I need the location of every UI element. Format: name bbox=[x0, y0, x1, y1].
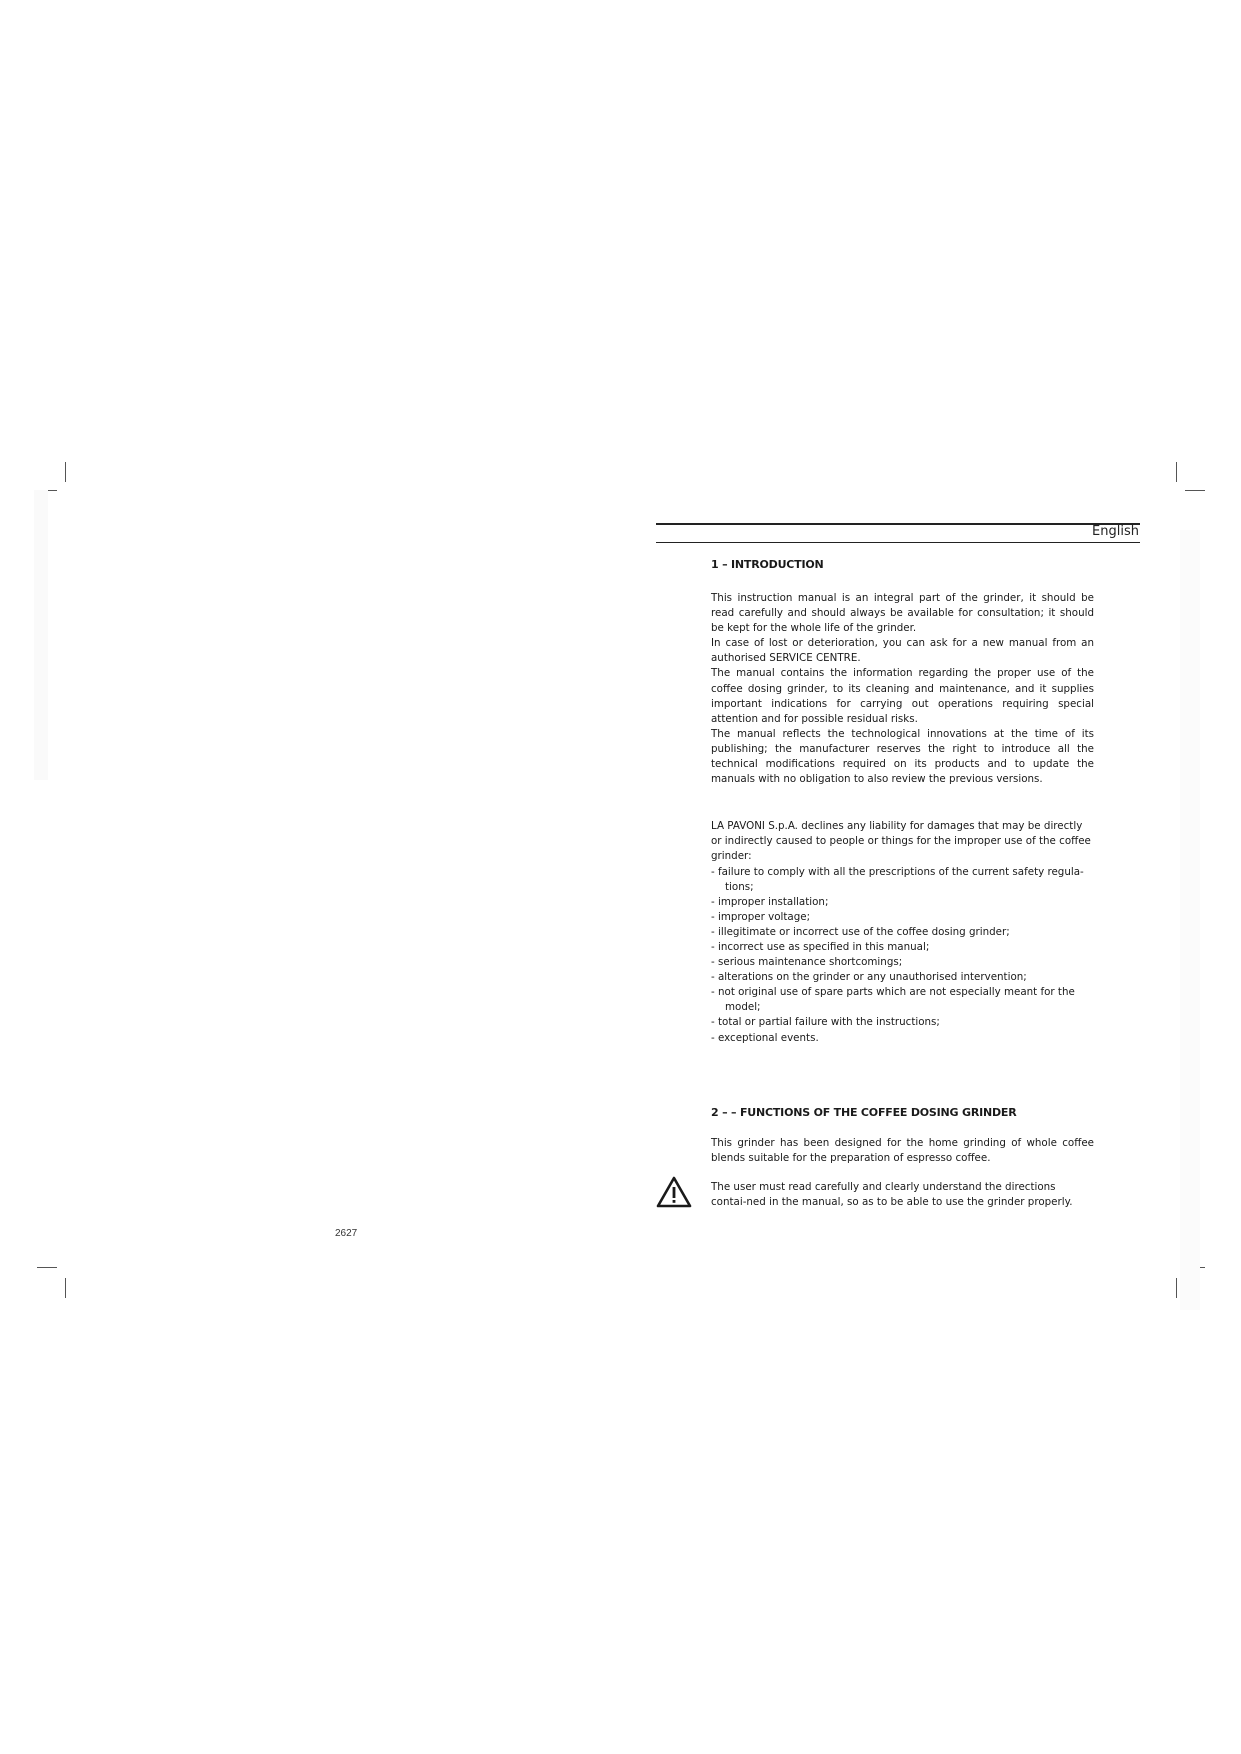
list-item: - total or partial failure with the instructions; bbox=[711, 1016, 940, 1029]
scan-shade bbox=[34, 490, 48, 780]
section2-paragraph: This grinder has been designed for the home grinding of whole coffee blends suitable for the preparation of espresso coffee. bbox=[711, 1136, 1094, 1164]
crop-mark bbox=[1185, 490, 1205, 491]
list-item: - improper installation; bbox=[711, 895, 829, 908]
warning-triangle-icon bbox=[656, 1176, 696, 1210]
warning-text: The user must read carefully and clearly understand the directions contai-ned in the manual, so as to be able to use the grinder properly. bbox=[711, 1180, 1073, 1208]
crop-mark bbox=[1176, 462, 1177, 482]
liability-list bbox=[711, 865, 1094, 1046]
list-item: - improper voltage; bbox=[711, 910, 811, 923]
crop-mark bbox=[1176, 1278, 1177, 1298]
language-label: English bbox=[1092, 524, 1139, 539]
section1-intro-paragraph: This instruction manual is an integral part of the grinder, it should be read carefully and should always be available for consultation; it should be kept for the whole life of the grinder. In case of lost or deterioration, you can ask for a new manual from an authorised SERVICE CENTRE. The manual contains the information regarding the proper use of the coffee dosing grinder, to its cleaning and maintenance, and it supplies important indications for carrying out operations requiring special attention and for possible residual risks. The manual reflects the technological innovations at the time of its publishing; the manufacturer reserves the right to introduce all the technical modifications required on its products and to update the manuals with no obligation to also review the previous versions. bbox=[711, 592, 1094, 786]
crop-mark bbox=[65, 1278, 66, 1298]
list-item: - serious maintenance shortcomings; bbox=[711, 956, 903, 969]
header-rule-bottom bbox=[656, 542, 1140, 543]
list-item: - not original use of spare parts which are not especially meant for the model; bbox=[711, 986, 1075, 1014]
list-item: - incorrect use as specified in this manual; bbox=[711, 940, 930, 953]
manual-content bbox=[711, 558, 1094, 1210]
section1-title: 1 – INTRODUCTION bbox=[711, 558, 824, 571]
header-rule-top bbox=[656, 523, 1140, 525]
list-item: - exceptional events. bbox=[711, 1031, 819, 1044]
page-number: 2627 bbox=[335, 1228, 358, 1239]
crop-mark bbox=[65, 462, 66, 482]
section1-liability-paragraph: LA PAVONI S.p.A. declines any liability for damages that may be directly or indirectly caused to people or things for the improper use of the coffee grinder: bbox=[711, 820, 1091, 863]
list-item: - alterations on the grinder or any unauthorised intervention; bbox=[711, 971, 1027, 984]
crop-mark bbox=[37, 1267, 57, 1268]
list-item: - illegitimate or incorrect use of the coffee dosing grinder; bbox=[711, 925, 1010, 938]
section2-title: 2 – – FUNCTIONS OF THE COFFEE DOSING GRINDER bbox=[711, 1105, 1017, 1119]
list-item: - failure to comply with all the prescriptions of the current safety regula-tions; bbox=[711, 865, 1084, 893]
scan-shade bbox=[1180, 530, 1200, 1310]
